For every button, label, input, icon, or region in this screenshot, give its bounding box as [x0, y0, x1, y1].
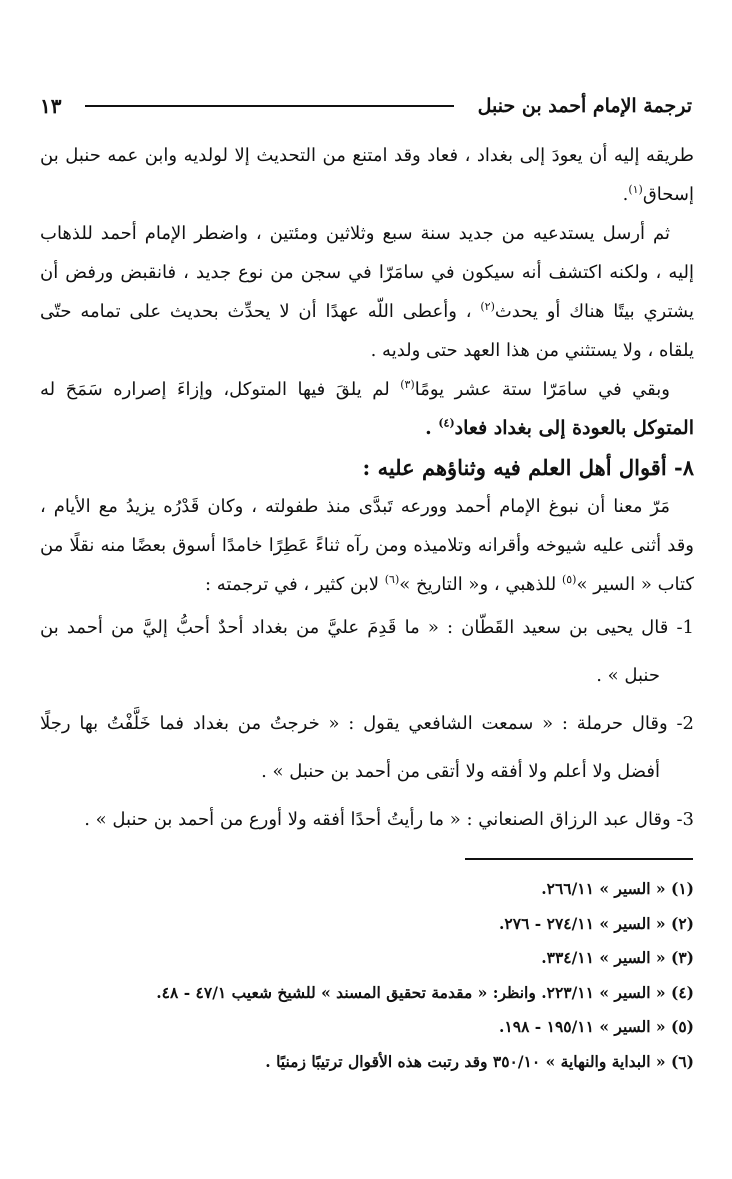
- footnote-marker: (٣): [400, 378, 415, 391]
- quote-item: 2- وقال حرملة : « سمعت الشافعي يقول : « خرجتُ من بغداد فما خَلَّفْتُ بها رجلًا: [40, 713, 694, 734]
- text-line: يلقاه ، ولا يستثني من هذا العهد حتى ولديه .: [370, 340, 694, 361]
- footnote: (٢) « السير » ٢٧٤/١١ - ٢٧٦.: [499, 913, 694, 933]
- footnote-marker: (١): [628, 183, 643, 196]
- footnote: (٤) « السير » ٢٢٣/١١. وانظر: « مقدمة تحقيق المسند » للشيخ شعيب ٤٧/١ - ٤٨.: [156, 982, 694, 1002]
- footnote-marker: (٢): [480, 300, 495, 313]
- text-line: كتاب « السير »$^{(٥)}$ للذهبي ، و« التاريخ »$^{(٦)}$ لابن كثير ، في ترجمته :: [205, 573, 694, 595]
- footnote: (١) « السير » ٢٦٦/١١.: [541, 879, 694, 898]
- text-line: مَرّ معنا أن نبوغ الإمام أحمد وورعه تَبدَّى منذ طفولته ، وكان قَدْرُه يزيدُ مع الأيام ،: [40, 496, 670, 517]
- text-line: المتوكل بالعودة إلى بغداد فعاد$^{(٤)}$ .: [425, 416, 694, 439]
- quote-item-continuation: أفضل ولا أعلم ولا أفقه ولا أتقى من أحمد بن حنبل » .: [261, 761, 660, 782]
- quote-item: 1- قال يحيى بن سعيد القَطّان : « ما قَدِمَ عليَّ من بغداد أحدٌ أحبُّ إليَّ من أحمد بن: [40, 617, 694, 638]
- section-heading: ٨- أقوال أهل العلم فيه وثناؤهم عليه :: [362, 455, 694, 480]
- text-line: إليه ، ولكنه اكتشف أنه سيكون في سامَرّا في سجن من نوع جديد ، فانقبض ورفض أن: [40, 262, 694, 283]
- text-line: وبقي في سامَرّا ستة عشر يومًا$^{(٣)}$ لم يلقَ فيها المتوكل، وإزاءَ إصراره سَمَحَ له: [40, 378, 670, 400]
- text-line: وقد أثنى عليه شيوخه وأقرانه وتلاميذه ومن رآه ثناءً عَطِرًا خامدًا أسوق بعضًا منه نقلًا من: [40, 535, 694, 556]
- page-number: ١٣: [40, 94, 62, 118]
- quote-item: 3- وقال عبد الرزاق الصنعاني : « ما رأيتُ أحدًا أفقه ولا أورع من أحمد بن حنبل » .: [84, 809, 694, 830]
- footnotes: [40, 872, 694, 1079]
- footnote: (٦) « البداية والنهاية » ٣٥٠/١٠ وقد رتبت هذه الأقوال ترتيبًا زمنيًا .: [265, 1051, 694, 1071]
- footnote: (٥) « السير » ١٩٥/١١ - ١٩٨.: [499, 1017, 694, 1036]
- footnote-rule: [465, 858, 693, 860]
- running-title: ترجمة الإمام أحمد بن حنبل: [477, 95, 692, 117]
- quote-item-continuation: حنبل » .: [596, 665, 660, 686]
- body-text: [40, 136, 694, 844]
- footnote-marker: (٦): [384, 573, 400, 586]
- text-line: إسحاق$^{(١)}$.: [622, 183, 694, 205]
- footnote-marker: (٤): [438, 416, 455, 430]
- footnote-marker: (٥): [561, 573, 577, 586]
- text-line: يشتري بيتًا هناك أو يحدث$^{(٢)}$ ، وأعطى اللّه عهدًا أن لا يحدِّث بحديث على تمامه حتّى: [40, 300, 694, 322]
- text-line: ثم أرسل يستدعيه من جديد سنة سبع وثلاثين ومئتين ، واضطر الإمام أحمد للذهاب: [40, 223, 670, 244]
- header-rule: [85, 105, 453, 107]
- page-header: [40, 86, 692, 126]
- text-line: طريقه إليه أن يعودَ إلى بغداد ، فعاد وقد امتنع من التحديث إلا لولديه وابن عمه حنبل بن: [40, 145, 694, 166]
- footnote: (٣) « السير » ٣٣٤/١١.: [541, 948, 694, 967]
